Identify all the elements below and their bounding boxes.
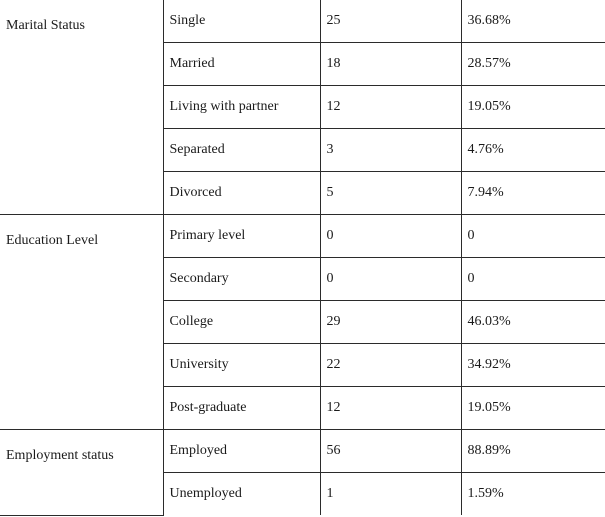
table-row (0, 215, 605, 258)
count-cell: 25 (320, 0, 461, 43)
percent-cell: 88.89% (461, 430, 605, 473)
category-cell: Primary level (163, 215, 320, 258)
category-cell: Post-graduate (163, 387, 320, 430)
percent-cell: 19.05% (461, 387, 605, 430)
percent-cell: 1.59% (461, 473, 605, 516)
category-cell: Divorced (163, 172, 320, 215)
percent-cell: 4.76% (461, 129, 605, 172)
group-label-employment-status: Employment status (0, 430, 163, 516)
category-cell: Unemployed (163, 473, 320, 516)
table-row (0, 430, 605, 473)
count-cell: 5 (320, 172, 461, 215)
category-cell: Secondary (163, 258, 320, 301)
category-cell: Separated (163, 129, 320, 172)
count-cell: 18 (320, 43, 461, 86)
group-label-marital-status: Marital Status (0, 0, 163, 215)
category-cell: College (163, 301, 320, 344)
count-cell: 1 (320, 473, 461, 516)
count-cell: 56 (320, 430, 461, 473)
percent-cell: 36.68% (461, 0, 605, 43)
count-cell: 0 (320, 258, 461, 301)
count-cell: 22 (320, 344, 461, 387)
category-cell: Living with partner (163, 86, 320, 129)
category-cell: University (163, 344, 320, 387)
category-cell: Married (163, 43, 320, 86)
percent-cell: 19.05% (461, 86, 605, 129)
count-cell: 12 (320, 387, 461, 430)
percent-cell: 7.94% (461, 172, 605, 215)
count-cell: 12 (320, 86, 461, 129)
category-cell: Single (163, 0, 320, 43)
percent-cell: 46.03% (461, 301, 605, 344)
count-cell: 0 (320, 215, 461, 258)
table-row (0, 0, 605, 43)
percent-cell: 0 (461, 215, 605, 258)
percent-cell: 0 (461, 258, 605, 301)
count-cell: 3 (320, 129, 461, 172)
category-cell: Employed (163, 430, 320, 473)
count-cell: 29 (320, 301, 461, 344)
group-label-education-level: Education Level (0, 215, 163, 430)
percent-cell: 34.92% (461, 344, 605, 387)
percent-cell: 28.57% (461, 43, 605, 86)
